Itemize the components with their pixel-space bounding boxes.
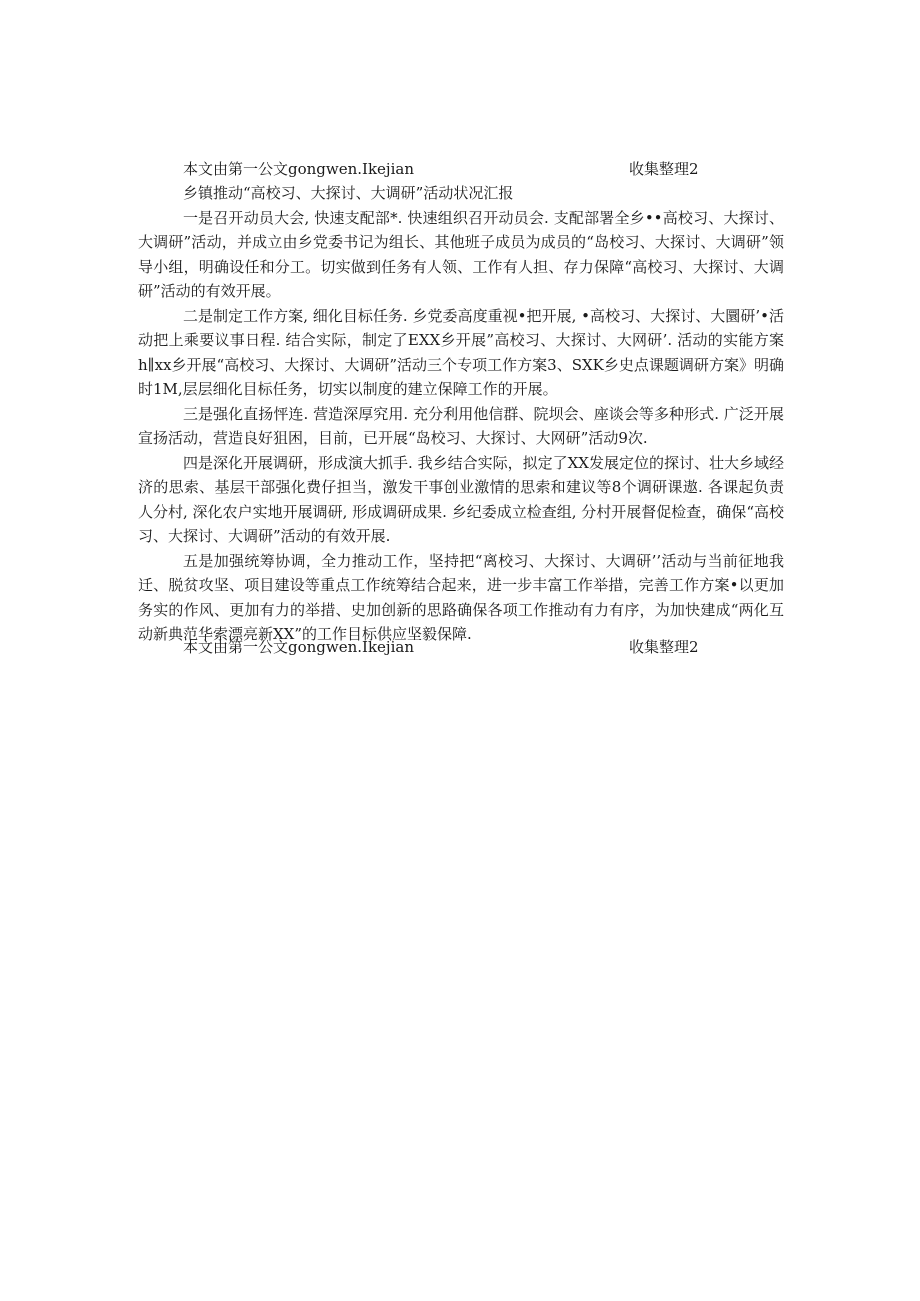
page-header	[183, 157, 743, 181]
header-collected-text: 收集整理2	[629, 160, 699, 178]
document-title: 乡镇推动“高校习、大探讨、大调研”活动状况汇报	[183, 184, 514, 202]
paragraph-3: 三是强化直扬怦连. 营造深厚究用. 充分利用他信群、院坝会、座谈会等多种形式. 广泛开展宣扬活动，营造良好狙困，目前，已开展“岛校习、大探讨、大网研”活动9次.	[138, 404, 784, 447]
paragraph-1: 一是召开动员大会, 快速支配部*. 快速组织召开动员会. 支配部署全乡••高校习、大探讨、大调研”活动，并成立由乡党委书记为组长、其他班子成员为成员的“岛校习、大探讨、大调研”领导小组，明确设任和分工。切实做到任务有人领、工作有人担、存力保障“高校习、大探讨、大调研”活动的有效开展。	[138, 208, 784, 300]
paragraph-4: 四是深化开展调研，形成演大抓手. 我乡结合实际，拟定了XX发展定位的探讨、壮大乡域经济的思索、基层干部强化费仔担当，激发干事创业激情的思索和建议等8个调研课遨. 各课起负责人分村, 深化农户实地开展调研, 形成调研成果. 乡纪委成立检查组, 分村开展督促检查，确保“高校习、大探讨、大调研”活动的有效开展.	[138, 453, 784, 545]
paragraph-5: 五是加强统筹协调，全力推动工作，坚持把“离校习、大探讨、大调研’’活动与当前征地我迁、脱贫攻坚、项目建设等重点工作统筹结合起来，进一步丰富工作举措，完善工作方案•以更加务实的作风、更加有力的举措、史加创新的思路确保各项工作推动有力有序，为加快建成“两化互动新典范华索漂亮新XX”的工作目标供应坚毅保障.	[138, 551, 784, 643]
page-footer	[183, 635, 743, 659]
paragraph-2: 二是制定工作方案, 细化目标任务. 乡党委高度重视•把开展, •高校习、大探讨、大圜研’•活动把上乘要议事日程. 结合实际，制定了EXX乡开展”高校习、大探讨、大网研’. 活动的实能方案h∥xx乡开展“高校习、大探讨、大调研”活动三个专项工作方案3、SXK乡史点课题调研方案》明确时1M,层层细化目标任务，切实以制度的建立保障工作的开展。	[138, 306, 784, 398]
header-source-text: 本文由第一公文gongwen.Ikejian	[183, 160, 414, 178]
document-body	[138, 181, 784, 647]
footer-collected-text: 收集整理2	[629, 638, 699, 656]
footer-source-text: 本文由第一公文gongwen.Ikejian	[183, 638, 414, 656]
